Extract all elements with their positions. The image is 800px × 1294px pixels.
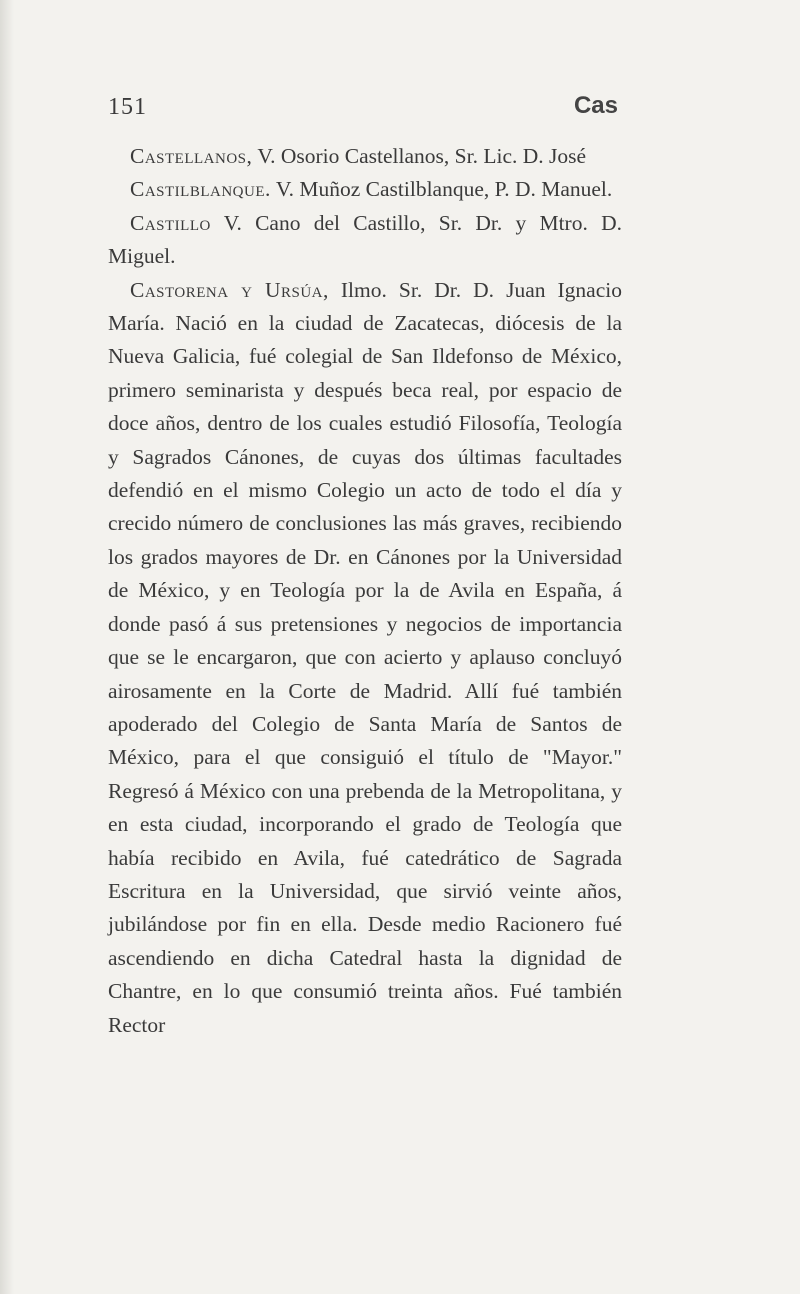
entry-text: Ilmo. Sr. Dr. D. Juan Ignacio María. Nació en la ciudad de Zacatecas, diócesis de la Nueva Galicia, fué colegial de San Ildefonso de México, primero seminarista y después beca real, por espacio de doce años, dentro de los cuales estudió Filosofía, Teología y Sagrados Cánones, de cuyas dos últimas facultades defendió en el mismo Colegio un acto de todo el día y crecido número de conclusiones las más graves, recibiendo los grados mayores de Dr. en Cánones por la Universidad de México, y en Teología por la de Avila en España, á donde pasó á sus pretensiones y negocios de importancia que se le encargaron, que con acierto y aplauso concluyó airosamente en la Corte de Madrid. Allí fué también apoderado del Colegio de Santa María de Santos de México, para el que consiguió el título de "Mayor." Regresó á México con una prebenda de la Metropolitana, y en esta ciudad, incorporando el grado de Teología que había recibido en Avila, fué catedrático de Sagrada Escritura en la Universidad, que sirvió veinte años, jubilándose por fin en ella. Desde medio Racionero fué ascendiendo en dicha Catedral hasta la dignidad de Chantre, en lo que consumió treinta años. Fué también Rector xyxy=(108,277,622,1037)
headword: Castorena y Ursúa, xyxy=(130,277,329,302)
page-gutter-shadow xyxy=(0,0,14,1294)
entry-castorena xyxy=(108,274,622,1042)
entry-castilblanque xyxy=(108,173,622,206)
running-head: Cas xyxy=(573,92,618,119)
headword: Castellanos, xyxy=(130,144,253,168)
entry-text: V. Osorio Castellanos, Sr. Lic. D. José xyxy=(252,144,587,168)
page-header xyxy=(108,92,618,132)
entry-castillo xyxy=(108,207,622,274)
page-number: 151 xyxy=(108,94,147,120)
entry-text: V. Muñoz Castilblanque, P. D. Manuel. xyxy=(270,177,613,202)
entry-castellanos xyxy=(108,140,622,173)
headword: Castillo xyxy=(130,210,211,235)
page-body xyxy=(108,140,622,1042)
headword: Castilblanque. xyxy=(130,177,271,202)
entry-text: V. Cano del Castillo, Sr. Dr. y Mtro. D. Miguel. xyxy=(108,210,622,269)
